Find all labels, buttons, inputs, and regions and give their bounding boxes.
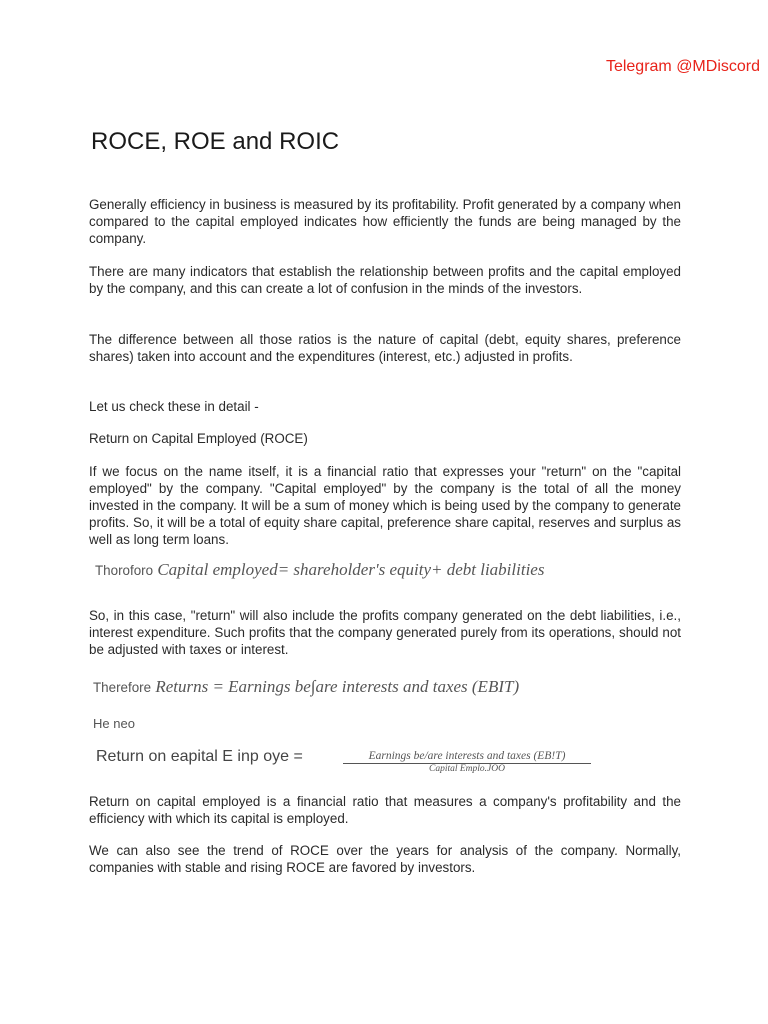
page-title: ROCE, ROE and ROIC (91, 128, 340, 155)
formula-capital-employed (95, 560, 544, 580)
paragraph-intro: Generally efficiency in business is measured by its profitability. Profit generated by a company when compared to the capital employed indicates how efficiently the funds are being managed by the company. (89, 197, 681, 246)
roce-formula-fraction (343, 750, 591, 775)
paragraph-indicators: There are many indicators that establish the relationship between profits and the capital employed by the company, and this can create a lot of confusion in the minds of the investors. (89, 264, 681, 296)
paragraph-return-scope: So, in this case, "return" will also include the profits company generated on the debt liabilities, i.e., interest expenditure. Such profits that the company generated purely from its operations, should not be adjusted with taxes or interest. (89, 608, 681, 657)
formula-lead: Thoroforo (95, 563, 154, 578)
paragraph-definition: If we focus on the name itself, it is a financial ratio that expresses your "return" on the "capital employed" by the company. "Capital employed" by the company is the total of all the money invested in the company. It will be a sum of money which is being used by the company to generate profits. So, it will be a total of equity share capital, preference share capital, reserves and surplus as well as long term loans. (89, 464, 681, 547)
section-heading-roce: Return on Capital Employed (ROCE) (89, 431, 308, 446)
paragraph-trend: We can also see the trend of ROCE over the years for analysis of the company. Normally, companies with stable and rising ROCE are favored by investors. (89, 843, 681, 875)
formula-returns (93, 677, 519, 697)
fraction-denominator: Capital Emplo.JOO (429, 764, 505, 774)
paragraph-difference: The difference between all those ratios is the nature of capital (debt, equity shares, preference shares) taken into account and the expenditures (interest, etc.) adjusted in profits. (89, 332, 681, 364)
fraction-numerator: Earnings be/are interests and taxes (EB!T) (343, 750, 591, 764)
formula-text: Returns = Earnings be∫are interests and taxes (EBIT) (155, 677, 520, 696)
telegram-tag: Telegram @MDiscord (605, 58, 760, 75)
paragraph-roce-meaning: Return on capital employed is a financial ratio that measures a company's profitability and the efficiency with which its capital is employed. (89, 794, 681, 826)
paragraph-check: Let us check these in detail - (89, 399, 259, 414)
formula-text: Capital employed= shareholder's equity+ debt liabilities (157, 560, 545, 579)
formula-lead-hence: He neo (93, 716, 135, 731)
roce-formula-lhs: Return on eapital E inp oye = (96, 748, 303, 765)
formula-lead: Therefore (93, 680, 152, 695)
